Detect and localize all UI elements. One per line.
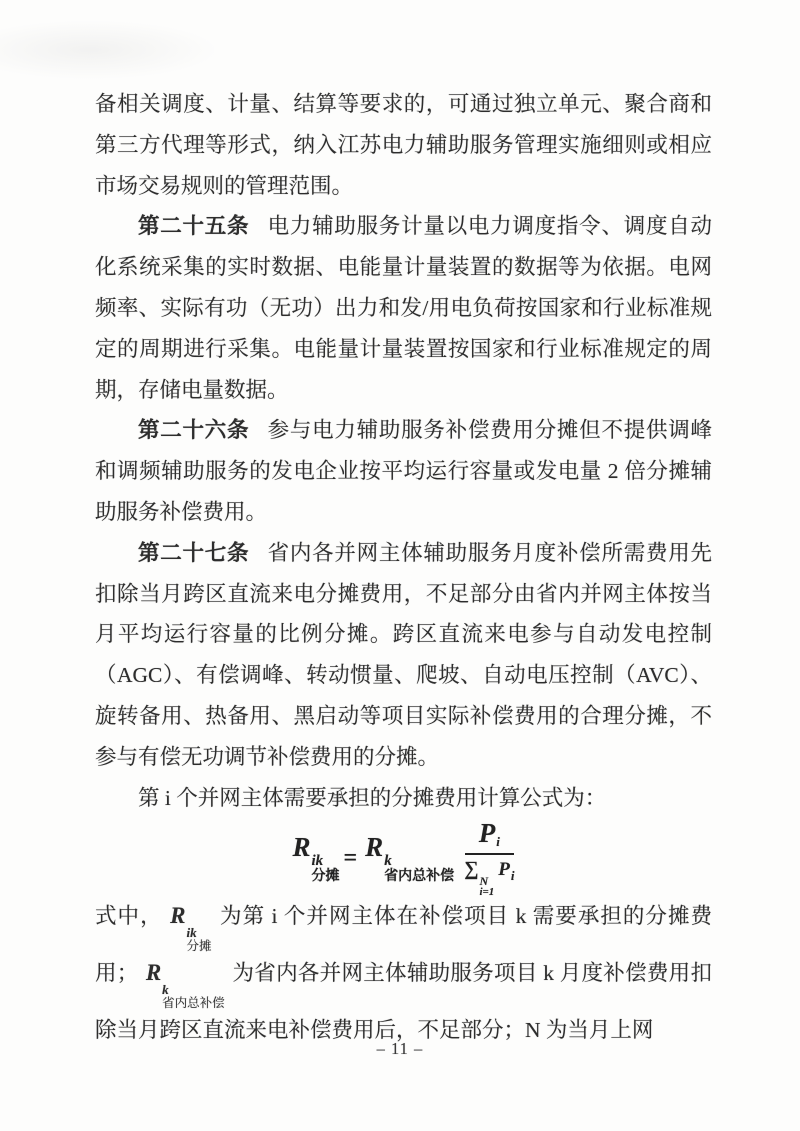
formula-rhs-base: R (365, 832, 384, 863)
paragraph-continuation (95, 84, 712, 206)
inline-math-base: R (145, 960, 162, 986)
inline-math-r-ik (170, 903, 212, 953)
sigma-lower-limit: i=1 (479, 886, 495, 899)
formula-rhs-subscript: 省内总补偿 (384, 868, 455, 884)
explanation-text: 为第 i 个并网主体在补偿项目 k 需要承担的分摊费用； (95, 904, 712, 986)
fraction-numerator (465, 818, 514, 855)
paragraph-text: 电力辅助服务计量以电力调度指令、调度自动化系统采集的实时数据、电能量计量装置的数据等为依据。电网频率、实际有功（无功）出力和发/用电负荷按国家和行业标准规定的周期进行采集。电能量计量装置按国家和行业标准规定的周期，存储电量数据。 (95, 214, 712, 402)
paragraph-article-26 (95, 410, 712, 532)
formula-rhs-superscript: k (384, 853, 392, 870)
explanation-text: 式中， (95, 904, 163, 929)
sigma-limits (479, 875, 494, 899)
formula-rhs-scripts (384, 854, 454, 884)
formula-rhs (365, 832, 454, 884)
paragraph-text: 省内各并网主体辅助服务月度补偿所需费用先扣除当月跨区直流来电分摊费用，不足部分由省内并网主体按当月平均运行容量的比例分摊。跨区直流来电参与自动发电控制（AGC）、有偿调峰、转动惯量、爬坡、自动电压控制（AVC）、旋转备用、热备用、黑启动等项目实际补偿费用的合理分摊，不参与有偿无功调节补偿费用的分摊。 (95, 540, 712, 769)
numerator-subscript: i (496, 834, 500, 850)
paragraph-article-27 (95, 533, 712, 778)
formula-lhs-superscript: ik (311, 853, 324, 870)
paragraph-text: 参与电力辅助服务补偿费用分摊但不提供调峰和调频辅助服务的发电企业按平均运行容量或发电量 2 倍分摊辅助服务补偿费用。 (95, 418, 712, 524)
numerator-variable: P (478, 817, 496, 848)
inline-math-superscript: ik (186, 925, 197, 941)
inline-math-subscript: 分摊 (186, 938, 212, 953)
inline-math-scripts (186, 926, 211, 953)
paragraph-text: 第 i 个并网主体需要承担的分摊费用计算公式为： (138, 785, 607, 810)
scan-shadow-artifact (0, 20, 220, 80)
page-content (95, 84, 712, 1051)
inline-math-base: R (170, 903, 186, 929)
formula-explanation (95, 896, 712, 1050)
formula-lhs-scripts (311, 854, 339, 884)
denominator-variable: P (498, 859, 510, 881)
paragraph-text: 备相关调度、计量、结算等要求的，可通过独立单元、聚合商和第三方代理等形式，纳入江苏电力辅助服务管理实施细则或相应市场交易规则的管理范围。 (95, 92, 712, 198)
article-25-heading: 第二十五条 (138, 214, 250, 239)
sigma-upper-limit: N (479, 873, 489, 888)
formula-lhs (292, 832, 339, 884)
article-27-heading: 第二十七条 (138, 540, 250, 565)
page-number: – 11 – (376, 1039, 424, 1058)
inline-math-subscript: 省内总补偿 (162, 995, 225, 1010)
article-26-heading: 第二十六条 (138, 418, 250, 443)
fraction-denominator (464, 855, 514, 899)
inline-math-scripts (162, 983, 225, 1010)
inline-math-r-k (145, 960, 225, 1010)
formula-intro (95, 778, 712, 819)
formula-fraction (464, 818, 514, 899)
explanation-text: 为省内各并网主体辅助服务项目 k 月度补偿费用扣除当月跨区直流来电补偿费用后，不足部分；N 为当月上网 (95, 961, 712, 1042)
inline-math-superscript: k (162, 982, 169, 998)
allocation-formula (95, 817, 712, 899)
formula-lhs-subscript: 分摊 (311, 868, 340, 884)
paragraph-article-25 (95, 206, 712, 410)
sigma-symbol: ∑ (464, 858, 479, 881)
formula-lhs-base: R (292, 832, 311, 863)
equals-sign: = (343, 844, 358, 871)
denominator-subscript: i (510, 867, 515, 883)
